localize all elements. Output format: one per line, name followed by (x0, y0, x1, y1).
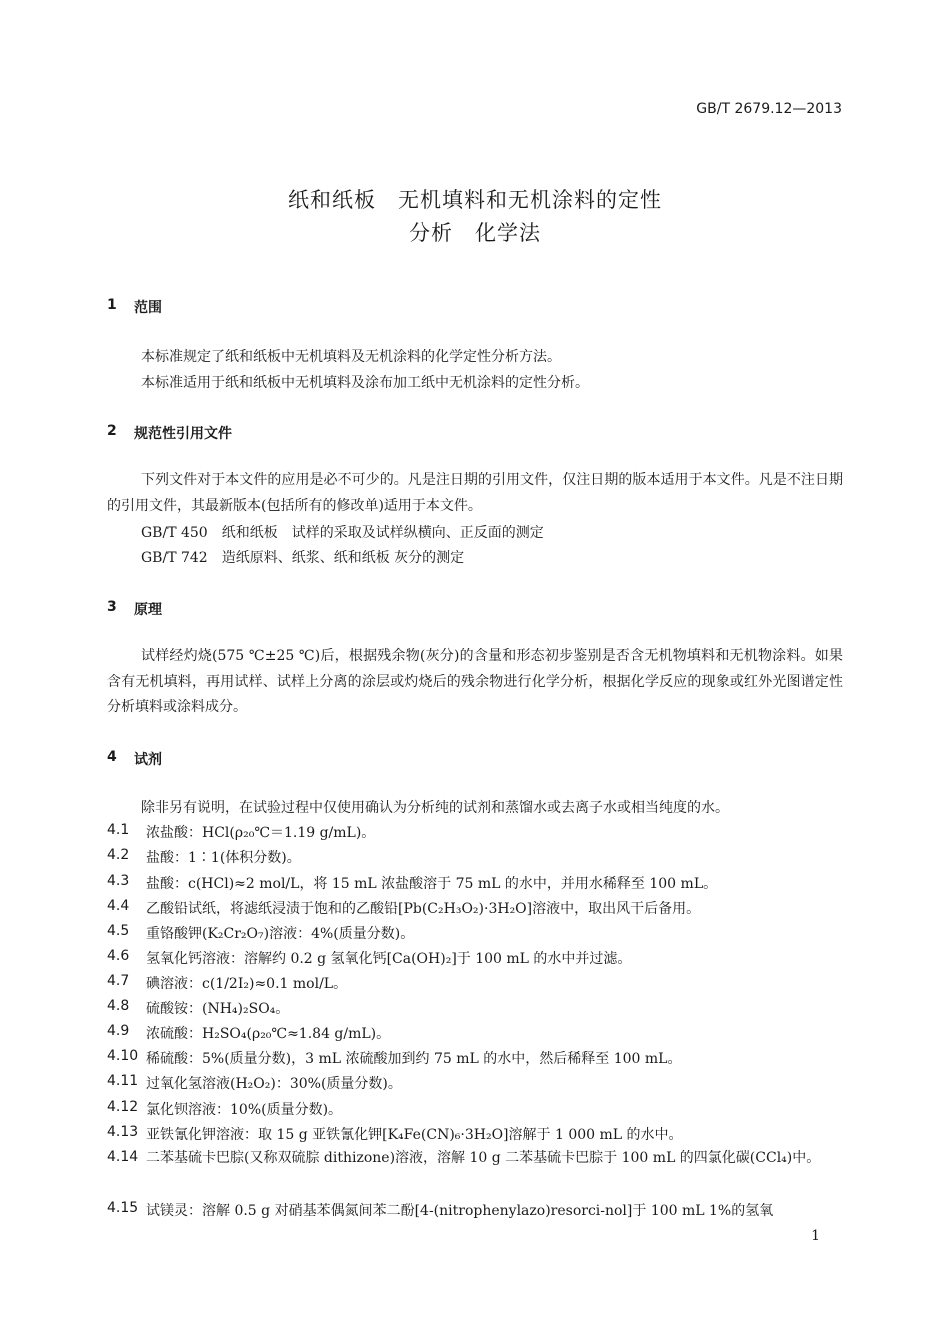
item-text: 碘溶液：c(1/2I₂)≈0.1 mol/L。 (146, 976, 348, 992)
list-item (0, 1099, 950, 1121)
reference-gbt-742: GB/T 742 造纸原料、纸浆、纸和纸板 灰分的测定 (141, 550, 465, 566)
item-number: 4.3 (107, 873, 130, 889)
section-number: 4 (107, 749, 117, 765)
list-item (0, 998, 950, 1020)
item-number: 4.9 (107, 1023, 130, 1039)
list-item (0, 1048, 950, 1070)
section-heading-scope (0, 297, 950, 317)
item-number: 4.4 (107, 898, 130, 914)
list-item (0, 1124, 950, 1146)
document-title-line-2: 分析 化学法 (409, 221, 541, 245)
references-paragraph: 下列文件对于本文件的应用是必不可少的。凡是注日期的引用文件，仅注日期的版本适用于本文件。凡是不注日期的引用文件，其最新版本(包括所有的修改单)适用于本文件。 (107, 472, 843, 514)
item-text: 二苯基硫卡巴腙(又称双硫腙 dithizone)溶液，溶解 10 g 二苯基硫卡巴腙于 100 mL 的四氯化碳(CCl₄)中。 (146, 1150, 821, 1166)
reagents-intro: 除非另有说明，在试验过程中仅使用确认为分析纯的试剂和蒸馏水或去离子水或相当纯度的水。 (141, 800, 729, 816)
section-label: 试剂 (134, 752, 162, 768)
list-item (0, 873, 950, 895)
document-title-line-1: 纸和纸板 无机填料和无机涂料的定性 (288, 188, 662, 212)
item-text: 稀硫酸：5%(质量分数)，3 mL 浓硫酸加到约 75 mL 的水中，然后稀释至 100 mL。 (146, 1051, 682, 1067)
item-text: 乙酸铅试纸，将滤纸浸渍于饱和的乙酸铅[Pb(C₂H₃O₂)·3H₂O]溶液中，取出风干后备用。 (146, 901, 701, 917)
section-heading-normative-references (0, 423, 950, 443)
scope-line-2: 本标准适用于纸和纸板中无机填料及涂布加工纸中无机涂料的定性分析。 (141, 375, 589, 391)
list-item (0, 923, 950, 945)
item-text: 试镁灵：溶解 0.5 g 对硝基苯偶氮间苯二酚[4-(nitrophenylazo)resorci-nol]于 100 mL 1%的氢氧 (146, 1203, 774, 1219)
list-item (0, 948, 950, 970)
section-label: 范围 (134, 300, 162, 316)
scope-line-1: 本标准规定了纸和纸板中无机填料及无机涂料的化学定性分析方法。 (141, 349, 561, 365)
item-number: 4.6 (107, 948, 130, 964)
item-number: 4.5 (107, 923, 130, 939)
section-label: 原理 (134, 602, 162, 618)
item-number: 4.11 (107, 1073, 139, 1089)
item-number: 4.10 (107, 1048, 139, 1064)
item-number: 4.14 (107, 1149, 139, 1165)
list-item (0, 973, 950, 995)
section-label: 规范性引用文件 (134, 426, 232, 442)
item-number: 4.1 (107, 822, 130, 838)
item-text: 盐酸：1∶1(体积分数)。 (146, 850, 301, 866)
item-number: 4.8 (107, 998, 130, 1014)
list-item (0, 898, 950, 920)
list-item (0, 1073, 950, 1095)
section-number: 1 (107, 297, 117, 313)
item-number: 4.2 (107, 847, 130, 863)
item-text: 过氧化氢溶液(H₂O₂)：30%(质量分数)。 (146, 1076, 402, 1092)
item-number: 4.13 (107, 1124, 139, 1140)
item-text: 亚铁氰化钾溶液：取 15 g 亚铁氰化钾[K₄Fe(CN)₆·3H₂O]溶解于 1 000 mL 的水中。 (146, 1127, 683, 1143)
item-text: 氯化钡溶液：10%(质量分数)。 (146, 1102, 343, 1118)
item-number: 4.15 (107, 1200, 139, 1216)
list-item (0, 847, 950, 869)
section-number: 3 (107, 599, 117, 615)
section-number: 2 (107, 423, 117, 439)
item-text: 硫酸铵：(NH₄)₂SO₄。 (146, 1001, 290, 1017)
item-text: 浓硫酸：H₂SO₄(ρ₂₀℃≈1.84 g/mL)。 (146, 1026, 391, 1042)
item-number: 4.7 (107, 973, 130, 989)
section-heading-principle (0, 599, 950, 619)
reference-gbt-450: GB/T 450 纸和纸板 试样的采取及试样纵横向、正反面的测定 (141, 525, 544, 541)
list-item (0, 1200, 950, 1222)
item-text: 浓盐酸：HCl(ρ₂₀℃＝1.19 g/mL)。 (146, 825, 376, 841)
item-number: 4.12 (107, 1099, 139, 1115)
list-item (0, 1023, 950, 1045)
item-text: 重铬酸钾(K₂Cr₂O₇)溶液：4%(质量分数)。 (146, 926, 415, 942)
principle-paragraph: 试样经灼烧(575 ℃±25 ℃)后，根据残余物(灰分)的含量和形态初步鉴别是否含无机物填料和无机物涂料。如果含有无机填料，再用试样、试样上分离的涂层或灼烧后的残余物进行化学分析，根据化学反应的现象或红外光图谱定性分析填料或涂料成分。 (107, 648, 843, 716)
standard-code: GB/T 2679.12—2013 (696, 101, 842, 117)
section-heading-reagents (0, 749, 950, 769)
item-text: 盐酸：c(HCl)≈2 mol/L，将 15 mL 浓盐酸溶于 75 mL 的水中，并用水稀释至 100 mL。 (146, 876, 718, 892)
page-number: 1 (811, 1228, 820, 1244)
item-text: 氢氧化钙溶液：溶解约 0.2 g 氢氧化钙[Ca(OH)₂]于 100 mL 的水中并过滤。 (146, 951, 632, 967)
list-item (0, 1146, 950, 1198)
list-item (0, 822, 950, 844)
